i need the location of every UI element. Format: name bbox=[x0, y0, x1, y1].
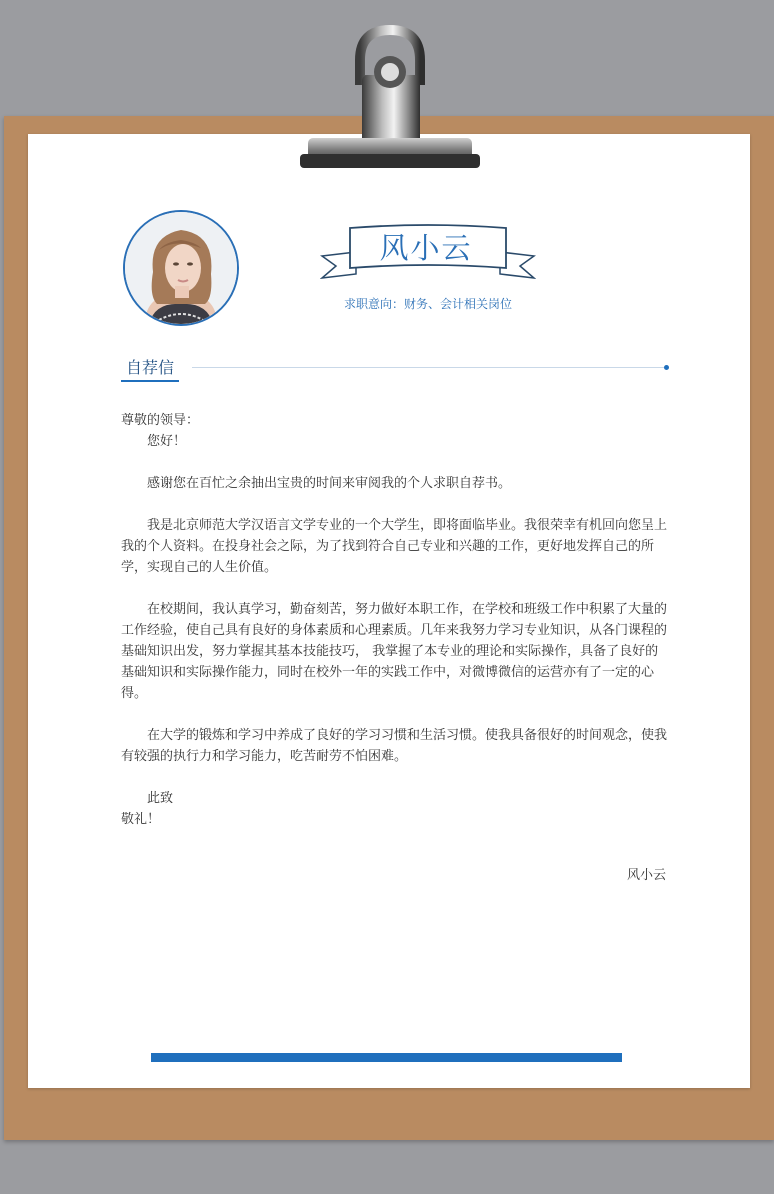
section-divider-dot bbox=[664, 365, 669, 370]
letter-regards: 敬礼！ bbox=[121, 812, 161, 827]
letter-closing: 此致 bbox=[147, 791, 174, 806]
letter-paragraph: 感谢您在百忙之余抽出宝贵的时间来审阅我的个人求职自荐书。 bbox=[147, 476, 512, 491]
letter-paragraph: 在校期间，我认真学习，勤奋刻苦，努力做好本职工作，在学校和班级工作中积累了大量的工作经验，使自己具有良好的身体素质和心理素质。几年来我努力学习专业知识，从各门课程的基础知识出发，努力掌握其基本技能技巧， 我掌握了本专业的理论和实际操作，具备了良好的基础知识和实际操作能力，同时在校外一年的实践工作中，对微博微信的运营亦有了一定的心得。 bbox=[121, 602, 668, 701]
letter-signature: 风小云 bbox=[626, 868, 666, 883]
letter-salutation: 尊敬的领导： bbox=[121, 413, 200, 428]
section-title-underline bbox=[121, 380, 179, 382]
candidate-name: 风小云 bbox=[379, 231, 473, 265]
letter-greeting: 您好！ bbox=[147, 434, 187, 449]
section-divider bbox=[192, 367, 664, 368]
letter-paragraph: 在大学的锻炼和学习中养成了良好的学习习惯和生活习惯。使我具备很好的时间观念，使我有较强的执行力和学习能力，吃苦耐劳不怕困难。 bbox=[121, 728, 668, 764]
portrait-photo-icon bbox=[125, 212, 237, 324]
job-intent: 求职意向：财务、会计相关岗位 bbox=[343, 297, 512, 311]
letter-paragraph: 我是北京师范大学汉语言文学专业的一个大学生，即将面临毕业。我很荣幸有机回向您呈上我的个人资料。在投身社会之际，为了找到符合自己专业和兴趣的工作，更好地发挥自己的所学，实现自己的人生价值。 bbox=[121, 518, 668, 575]
cover-letter bbox=[121, 410, 669, 830]
footer-bar bbox=[151, 1053, 622, 1062]
section-title: 自荐信 bbox=[125, 358, 174, 377]
avatar bbox=[123, 210, 239, 326]
binder-clip-icon bbox=[290, 20, 480, 180]
